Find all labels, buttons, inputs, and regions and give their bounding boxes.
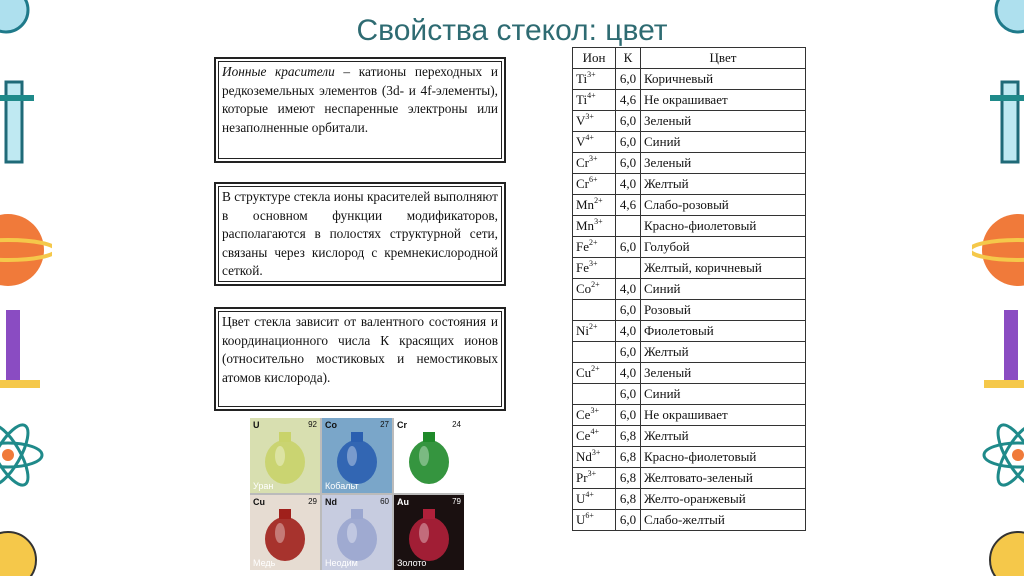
ion-charge: 4+ (585, 490, 594, 499)
ion-cell (573, 279, 616, 300)
ion-cell (573, 216, 616, 237)
ion-symbol: Nd (576, 449, 592, 464)
coordination-number: 6,0 (616, 300, 641, 321)
coordination-number: 4,0 (616, 279, 641, 300)
planet-icon (982, 214, 1024, 286)
coordination-number: 6,8 (616, 468, 641, 489)
color-cell: Красно-фиолетовый (641, 447, 806, 468)
color-cell: Зеленый (641, 153, 806, 174)
test-tube-icon (6, 82, 22, 162)
ion-charge: 3+ (594, 217, 603, 226)
element-symbol: Nd (325, 497, 337, 507)
table-row (573, 342, 806, 363)
table-header-row (573, 48, 806, 69)
ion-cell (573, 174, 616, 195)
ion-symbol: Pr (576, 470, 588, 485)
coordination-number: 6,0 (616, 384, 641, 405)
atomic-number: 92 (308, 420, 317, 429)
table-row (573, 363, 806, 384)
test-tube-icon (1002, 82, 1018, 162)
coordination-number: 4,6 (616, 90, 641, 111)
color-cell: Желто-оранжевый (641, 489, 806, 510)
element-name: Медь (253, 558, 276, 568)
table-row (573, 195, 806, 216)
table-row (573, 153, 806, 174)
atom-icon (0, 420, 42, 491)
ion-symbol: Fe (576, 239, 589, 254)
element-symbol: Cr (397, 420, 408, 430)
ion-symbol: Mn (576, 197, 595, 212)
ion-charge: 2+ (591, 280, 600, 289)
color-cell: Фиолетовый (641, 321, 806, 342)
table-row (573, 384, 806, 405)
table-row (573, 321, 806, 342)
ion-charge: 3+ (589, 259, 598, 268)
planet-icon (0, 214, 44, 286)
ion-cell (573, 321, 616, 342)
coordination-number: 4,0 (616, 321, 641, 342)
color-cell: Зеленый (641, 111, 806, 132)
ion-symbol: Ce (576, 407, 591, 422)
ion-symbol: Cu (576, 365, 592, 380)
color-cell: Синий (641, 132, 806, 153)
microscope-icon (6, 310, 20, 380)
table-row (573, 426, 806, 447)
element-name: Уран (253, 481, 274, 491)
coordination-number: 4,0 (616, 363, 641, 384)
table-row (573, 132, 806, 153)
coordination-number: 6,0 (616, 405, 641, 426)
ion-cell (573, 69, 616, 90)
glass-sample-tile (394, 418, 464, 493)
ion-symbol: Ni (576, 323, 589, 338)
ion-charge: 4+ (585, 133, 594, 142)
table-row (573, 216, 806, 237)
coordination-number: 6,0 (616, 510, 641, 531)
color-cell: Желтый, коричневый (641, 258, 806, 279)
ion-charge: 2+ (589, 238, 598, 247)
ion-cell (573, 237, 616, 258)
ion-symbol: Ce (576, 428, 591, 443)
ion-charge: 3+ (587, 70, 596, 79)
slide-title: Свойства стекол: цвет (356, 14, 668, 47)
ion-cell (573, 510, 616, 531)
atom-icon (984, 420, 1024, 491)
ion-charge: 3+ (585, 112, 594, 121)
ion-symbol: U (576, 491, 586, 506)
ion-symbol: Co (576, 281, 592, 296)
ion-cell (573, 447, 616, 468)
color-cell: Коричневый (641, 69, 806, 90)
atomic-number: 79 (452, 497, 461, 506)
ion-symbol: Ti (576, 71, 588, 86)
coordination-number: 6,0 (616, 111, 641, 132)
ion-cell (573, 132, 616, 153)
decor-right-icons (972, 0, 1024, 576)
element-symbol: Co (325, 420, 337, 430)
ion-charge: 6+ (589, 175, 598, 184)
ion-charge: 4+ (587, 91, 596, 100)
glass-sample-tile (322, 418, 392, 493)
ion-charge: 4+ (590, 427, 599, 436)
table-row (573, 69, 806, 90)
element-name: Хром (397, 481, 420, 491)
ion-charge: 3+ (591, 448, 601, 457)
color-cell: Голубой (641, 237, 806, 258)
color-cell: Желтый (641, 426, 806, 447)
ion-symbol: Cr (576, 176, 589, 191)
glass-sample-tile (322, 495, 392, 570)
ion-charge: 6+ (585, 511, 594, 520)
table-row (573, 90, 806, 111)
table-row (573, 447, 806, 468)
header-color: Цвет (641, 48, 806, 69)
glass-sample-tile (394, 495, 464, 570)
ion-charge: 2+ (591, 364, 600, 373)
ion-symbol: V (576, 134, 586, 149)
microscope-icon (1004, 310, 1018, 380)
ion-charge: 3+ (590, 406, 599, 415)
color-cell: Не окрашивает (641, 405, 806, 426)
text-box-dyes (214, 57, 506, 163)
dyes-definition: – катионы переходных и редкоземельных элементов (3d- и 4f-элементы), которые имеют неспаренные электроны или незаполненные орбитали. (222, 64, 498, 135)
ion-cell (573, 363, 616, 384)
table-row (573, 279, 806, 300)
ion-symbol: Cr (576, 155, 589, 170)
table-row (573, 300, 806, 321)
glass-sample-tile (250, 495, 320, 570)
decor-left-icons (0, 0, 52, 576)
ion-color-table (572, 47, 806, 531)
ion-cell (573, 111, 616, 132)
element-symbol: Cu (253, 497, 265, 507)
element-name: Золото (397, 558, 427, 568)
atomic-number: 27 (380, 420, 389, 429)
glass-sample-tile (250, 418, 320, 493)
ion-cell (573, 489, 616, 510)
ion-cell (573, 258, 616, 279)
color-cell: Зеленый (641, 363, 806, 384)
coordination-number: 6,8 (616, 489, 641, 510)
ion-charge: 2+ (594, 196, 603, 205)
table-row (573, 258, 806, 279)
coordination-number: 6,0 (616, 153, 641, 174)
ion-symbol: U (576, 512, 586, 527)
coordination-number: 4,0 (616, 174, 641, 195)
color-dependence-text: Цвет стекла зависит от валентного состояния и координационного числа К красящих ионов (относительно мостиковых и немостиковых атомов кислорода). (222, 314, 498, 385)
color-cell: Синий (641, 384, 806, 405)
atomic-number: 60 (380, 497, 389, 506)
structure-text: В структуре стекла ионы красителей выполняют в основном функции модификаторов, располагаются в полостях структурной сети, связаны через кислород с кремнекислородной сеткой. (222, 189, 498, 278)
ion-charge: 2+ (589, 322, 598, 331)
atomic-number: 24 (452, 420, 461, 429)
ion-cell (573, 342, 616, 363)
ion-cell (573, 153, 616, 174)
color-cell: Слабо-розовый (641, 195, 806, 216)
element-symbol: U (253, 420, 260, 430)
color-cell: Желтовато-зеленый (641, 468, 806, 489)
table-row (573, 489, 806, 510)
ion-cell (573, 468, 616, 489)
atomic-number: 29 (308, 497, 317, 506)
color-cell: Не окрашивает (641, 90, 806, 111)
coordination-number: 6,0 (616, 132, 641, 153)
table-row (573, 510, 806, 531)
element-name: Кобальт (325, 481, 359, 491)
header-ion: Ион (573, 48, 616, 69)
term-ionic-dyes: Ионные красители (222, 64, 335, 79)
coordination-number (616, 216, 641, 237)
color-cell: Слабо-желтый (641, 510, 806, 531)
ion-symbol: Mn (576, 218, 595, 233)
ion-cell (573, 90, 616, 111)
color-cell: Синий (641, 279, 806, 300)
color-cell: Желтый (641, 342, 806, 363)
coordination-number: 6,8 (616, 426, 641, 447)
ion-cell (573, 405, 616, 426)
table-row (573, 405, 806, 426)
ion-symbol: Ti (576, 92, 588, 107)
coordination-number: 6,8 (616, 447, 641, 468)
coordination-number (616, 258, 641, 279)
coordination-number: 6,0 (616, 237, 641, 258)
ion-charge: 3+ (589, 154, 598, 163)
text-box-color-dependence (214, 307, 506, 411)
coordination-number: 6,0 (616, 342, 641, 363)
coordination-number: 4,6 (616, 195, 641, 216)
color-cell: Красно-фиолетовый (641, 216, 806, 237)
ion-cell (573, 426, 616, 447)
ion-cell (573, 300, 616, 321)
ion-symbol: Fe (576, 260, 589, 275)
beaker-icon (0, 532, 36, 576)
color-cell: Розовый (641, 300, 806, 321)
text-box-structure (214, 182, 506, 286)
ion-cell (573, 195, 616, 216)
coordination-number: 6,0 (616, 69, 641, 90)
element-symbol: Au (397, 497, 409, 507)
ion-symbol: V (576, 113, 586, 128)
table-row (573, 111, 806, 132)
glass-samples-gallery (250, 418, 464, 570)
table-row (573, 237, 806, 258)
table-row (573, 174, 806, 195)
table-row (573, 468, 806, 489)
beaker-icon (990, 532, 1024, 576)
color-cell: Желтый (641, 174, 806, 195)
header-k: К (616, 48, 641, 69)
ion-charge: 3+ (587, 469, 597, 478)
element-name: Неодим (325, 558, 358, 568)
ion-cell (573, 384, 616, 405)
